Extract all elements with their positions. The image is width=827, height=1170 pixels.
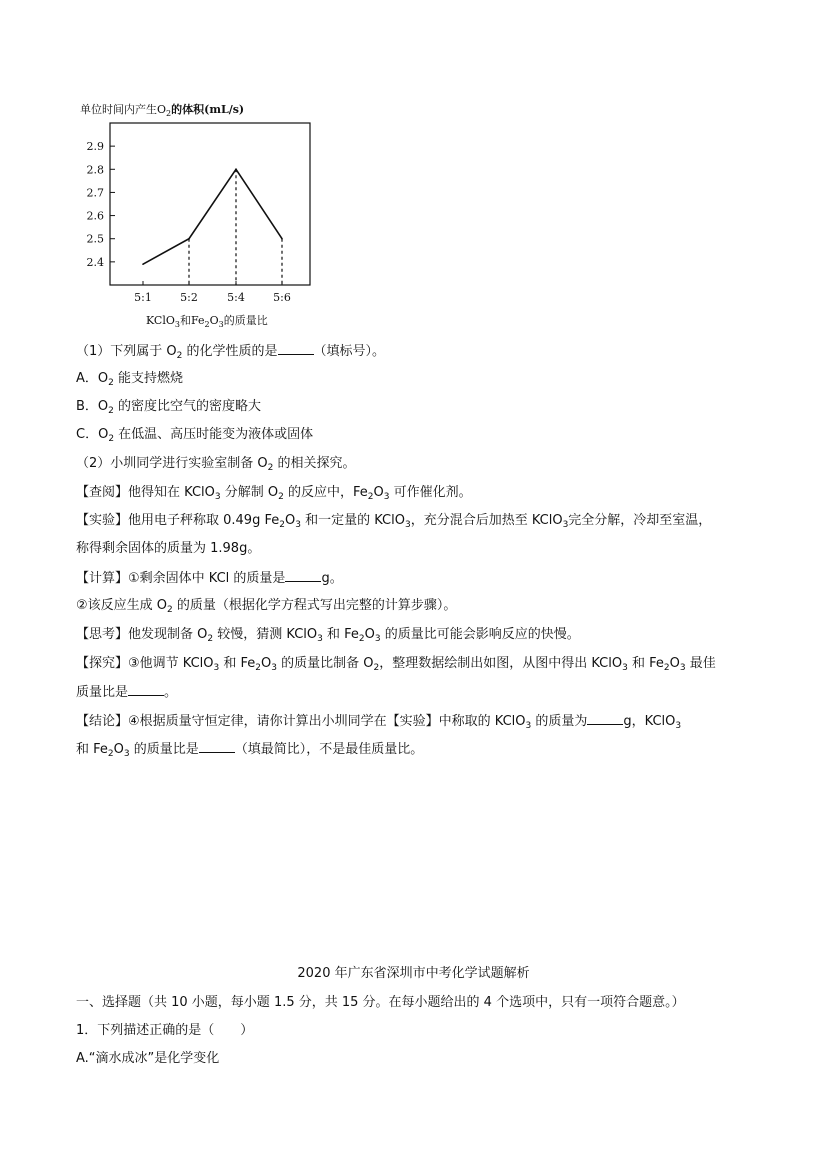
- y-tick-label: 2.6: [86, 209, 104, 223]
- oxygen-rate-chart: [76, 96, 336, 332]
- data-point: [142, 263, 144, 265]
- q1-option-b: B．$O_2$ 的密度比空气的密度略大: [76, 399, 262, 416]
- data-point: [281, 238, 283, 240]
- q2-sikao: 【思考】他发现制备 $O_2$ 较慢，猜测 KClO$_3$ 和 $Fe_2O_3$ 的质量比可能会影响反应的快慢。: [76, 627, 580, 644]
- q2-jisuan: 【计算】①剩余固体中 KCl 的质量是 g。: [76, 571, 343, 586]
- q2-shiyan-line2: 称得剩余固体的质量为 1.98g。: [76, 541, 261, 556]
- q2-shiyan: 【实验】他用电子秤称取 0.49g $Fe_2O_3$ 和一定量的 KClO$_3$，充分混合后加热至 KClO$_3$完全分解，冷却至室温，: [76, 513, 712, 530]
- data-points: [142, 168, 283, 264]
- y-tick-label: 2.5: [86, 232, 104, 246]
- y-tick-label: 2.9: [86, 140, 104, 154]
- y-axis-ticks: [87, 140, 116, 269]
- x-tick-label: 5:2: [180, 291, 198, 304]
- chart-title-sub: 2: [166, 109, 172, 118]
- y-tick-label: 2.4: [86, 255, 104, 269]
- q1-option-c: C．$O_2$ 在低温、高压时能变为液体或固体: [76, 427, 314, 444]
- y-tick-label: 2.8: [86, 163, 104, 177]
- chart-title: [80, 102, 244, 118]
- answer-blank[interactable]: [587, 712, 623, 725]
- answer-blank[interactable]: [128, 683, 164, 696]
- exam-title: 2020 年广东省深圳市中考化学试题解析: [297, 966, 530, 981]
- q1-prompt: （1）下列属于 $O_2$ 的化学性质的是 （填标号）。: [76, 344, 386, 361]
- chart-svg: [76, 96, 336, 332]
- q2-tanjiu: 【探究】③他调节 KClO$_3$ 和 $Fe_2O_3$ 的质量比制备 $O_2$，整理数据绘制出如图，从图中得出 KClO$_3$ 和 $Fe_2O_3$ 最佳: [76, 656, 716, 673]
- chart-title-post: 的体积(mL/s): [171, 103, 245, 116]
- dashed-drop-lines: [189, 169, 282, 285]
- answer-blank[interactable]: [285, 569, 321, 582]
- answer-blank[interactable]: [278, 342, 314, 355]
- chart-title-pre: 单位时间内产生O: [80, 103, 167, 116]
- q2-chayue: 【查阅】他得知在 KClO$_3$ 分解制 $O_2$ 的反应中，$Fe_2O_3$ 可作催化剂。: [76, 485, 472, 502]
- answer-blank[interactable]: [199, 740, 235, 753]
- data-point: [188, 238, 190, 240]
- x-tick-label: 5:1: [134, 291, 152, 304]
- plot-frame: [110, 123, 310, 285]
- q2-calc2: ②该反应生成 $O_2$ 的质量（根据化学方程式写出完整的计算步骤）。: [76, 598, 457, 615]
- exam-section-heading: 一、选择题（共 10 小题，每小题 1.5 分，共 15 分。在每小题给出的 4 个选项中，只有一项符合题意。）: [76, 995, 685, 1010]
- series-line: [143, 169, 282, 264]
- q1-option-a: A．$O_2$ 能支持燃烧: [76, 371, 184, 388]
- exam-q1-prompt: 1．下列描述正确的是（ ）: [76, 1023, 254, 1038]
- x-tick-label: 5:4: [227, 291, 245, 304]
- data-point: [235, 168, 237, 170]
- q2-tanjiu-line2: 质量比是 。: [76, 685, 178, 700]
- x-tick-label: 5:6: [273, 291, 291, 304]
- y-tick-label: 2.7: [86, 186, 104, 200]
- q2-intro: （2）小圳同学进行实验室制备 $O_2$ 的相关探究。: [76, 456, 356, 473]
- exam-q1-option-a: A.“滴水成冰”是化学变化: [76, 1051, 220, 1066]
- q2-jielun: 【结论】④根据质量守恒定律，请你计算出小圳同学在【实验】中称取的 KClO$_3$ 的质量为 g，KClO$_3$: [76, 714, 682, 731]
- chart-xlabel: KClO$_3$和$Fe_2O_3$的质量比: [146, 314, 268, 329]
- q2-jielun-line2: 和 $Fe_2O_3$ 的质量比是 （填最简比），不是最佳质量比。: [76, 742, 424, 759]
